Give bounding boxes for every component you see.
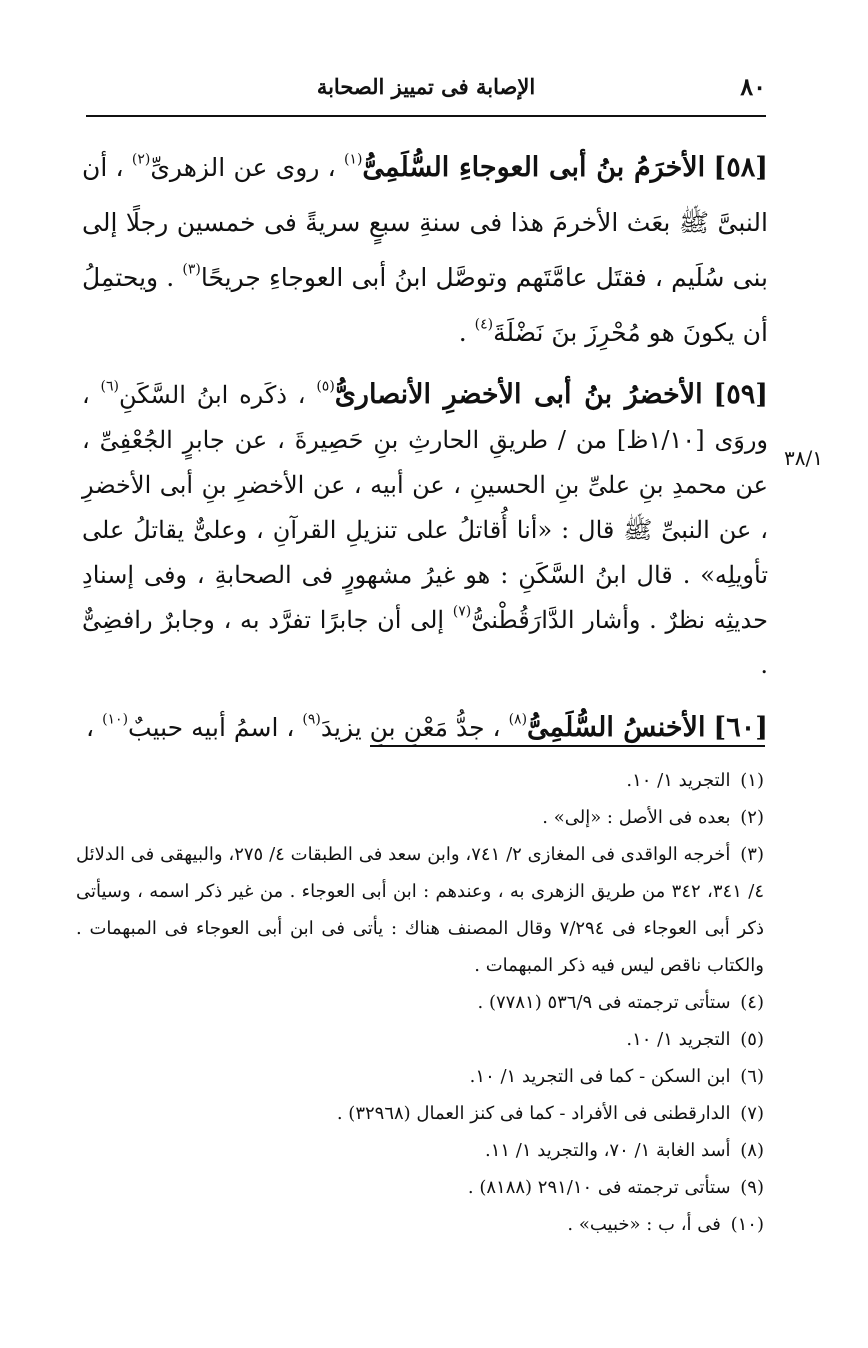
entry-text: ، جدُّ مَعْنِ بنِ يزيدَ [320, 713, 501, 742]
header-rule [86, 115, 766, 117]
main-text [82, 140, 768, 767]
entry-text: ، روى عن الزهرىِّ [150, 153, 336, 182]
footnote-text: فى أ، ب : «خبيب» . [567, 1214, 721, 1235]
entry-name: الأخضرُ بنُ أبى الأخضرِ الأنصارىُّ [334, 379, 703, 410]
entry-59 [82, 372, 768, 688]
footnote-text: أخرجه الواقدى فى المغازى ٢/ ٧٤١، وابن سعد فى الطبقات ٤/ ٢٧٥، والبيهقى فى الدلائل ٤/ ٣٤١، ٣٤٢ من طريق الزهرى به ، وعندهم : ابن أبى العوجاء . من غير ذكر اسمه ، وسيأتى ذكر أبى العوجاء فى ٧/٢٩٤ وقال المصنف هناك : يأتى فى ابن أبى العوجاء فى المبهمات . والكتاب ناقص ليس فيه ذكر المبهمات . [76, 844, 765, 976]
footnote-ref[interactable]: (٩) [302, 711, 321, 728]
footnote-4 [76, 984, 764, 1021]
footnote-ref[interactable]: (٣) [182, 261, 201, 278]
running-title: الإصابة فى تمييز الصحابة [316, 74, 536, 99]
footnote-number: (٩) [740, 1177, 764, 1198]
footnote-number: (٥) [740, 1029, 764, 1050]
footnote-ref[interactable]: (١) [343, 151, 363, 168]
footnote-ref[interactable]: (٨) [508, 711, 528, 728]
footnote-ref[interactable]: (١٠) [102, 711, 129, 728]
footnotes [76, 762, 764, 1243]
footnote-text: ستأتى ترجمته فى ٥٣٦/٩ (٧٧٨١) . [477, 992, 731, 1013]
footnote-text: الدارقطنى فى الأفراد - كما فى كنز العمال (٣٢٩٦٨) . [336, 1103, 731, 1124]
footnote-ref[interactable]: (٤) [474, 316, 494, 333]
footnote-ref[interactable]: (٦) [100, 378, 119, 395]
entry-name: الأخرَمُ بنُ أبى العوجاءِ السُّلَمِىُّ [362, 152, 706, 183]
footnote-5 [76, 1021, 764, 1058]
entry-58 [82, 140, 768, 360]
entry-text: ، ذكَره ابنُ السَّكَنِ [119, 381, 306, 409]
footnote-text: أسد الغابة ١/ ٧٠، والتجريد ١/ ١١. [485, 1140, 731, 1161]
footnote-7 [76, 1095, 764, 1132]
entry-text: ، أن النبىَّ ﷺ بعَث الأخرمَ هذا فى سنةِ سبعٍ سريةً فى خمسين رجلًا إلى بنى سُلَيم ، فقتَل عامَّتَهم وتوصَّل ابنُ أبى العوجاءِ جريحًا [82, 153, 768, 292]
entry-text: . ويحتمِلُ أن يكونَ هو مُحْرِزَ بنَ نَضْلَةَ [82, 263, 768, 347]
footnote-ref[interactable]: (٢) [131, 151, 151, 168]
footnote-number: (٧) [740, 1103, 764, 1124]
footnote-number: (١٠) [730, 1214, 764, 1235]
footnote-text: التجريد ١/ ١٠. [626, 770, 731, 791]
entry-name: الأخنسُ السُّلَمِىُّ [527, 712, 706, 743]
footnote-ref[interactable]: (٧) [452, 603, 472, 620]
page-header [86, 72, 766, 104]
footnote-text: بعده فى الأصل : «إلى» . [542, 807, 731, 828]
footnote-ref[interactable]: (٥) [316, 378, 335, 395]
footnote-number: (٨) [740, 1140, 764, 1161]
entry-text: إلى أن جابرًا تفرَّد به ، وجابرٌ رافضِىٌّ . [82, 606, 768, 679]
entry-text: ، اسمُ أبيه حبيبٌ [128, 713, 295, 742]
entry-text: ، وروَى [١/١٠ظ] من / طريقِ الحارثِ بنِ حَصِيرةَ ، عن جابرٍ الجُعْفِىِّ ، عن محمدِ بنِ علىِّ بنِ الحسينِ ، عن أبيه ، عن الأخضرِ بنِ أبى الأخضرِ ، عن النبىِّ ﷺ قال : «أنا أُقاتلُ على تنزيلِ القرآنِ ، وعلىٌّ يقاتلُ على تأويلِه» . قال ابنُ السَّكَنِ : هو غيرُ مشهورٍ فى الصحابةِ ، وفى إسنادِ حديثِه نظرٌ . وأشار الدَّارَقُطْنىُّ [82, 381, 768, 634]
page-number: ٨٠ [740, 72, 766, 101]
footnote-10 [76, 1206, 764, 1243]
entry-number: [٦٠] [713, 712, 768, 743]
footnote-text: ابن السكن - كما فى التجريد ١/ ١٠. [469, 1066, 731, 1087]
footnote-3 [76, 836, 764, 984]
footnote-separator [370, 745, 765, 747]
footnote-number: (٤) [740, 992, 764, 1013]
footnote-text: التجريد ١/ ١٠. [626, 1029, 731, 1050]
footnote-number: (٣) [740, 844, 764, 865]
footnote-9 [76, 1169, 764, 1206]
entry-text: . [458, 318, 467, 347]
entry-number: [٥٩] [713, 379, 768, 410]
entry-number: [٥٨] [713, 152, 768, 183]
footnote-8 [76, 1132, 764, 1169]
footnote-number: (٢) [740, 807, 764, 828]
footnote-2 [76, 799, 764, 836]
footnote-number: (٦) [740, 1066, 764, 1087]
footnote-1 [76, 762, 764, 799]
footnote-text: ستأتى ترجمته فى ٢٩١/١٠ (٨١٨٨) . [467, 1177, 731, 1198]
footnote-number: (١) [740, 770, 764, 791]
manuscript-margin-note: ٣٨/١ [784, 446, 823, 470]
footnote-6 [76, 1058, 764, 1095]
entry-text: ، [86, 713, 95, 742]
